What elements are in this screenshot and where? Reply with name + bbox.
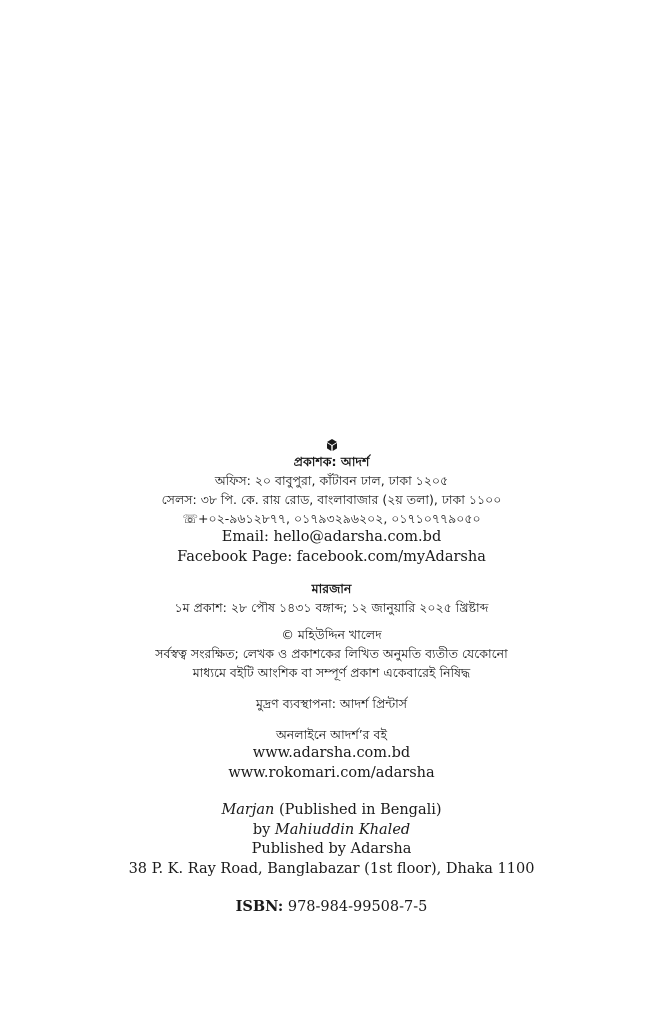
copyright-line: © মহিউদ্দিন খালেদ	[281, 627, 382, 642]
publisher-logo-icon	[325, 438, 339, 452]
first-edition-line: ১ম প্রকাশ: ২৮ পৌষ ১৪৩১ বঙ্গাব্দ; ১২ জানুয়ারি ২০২৫ খ্রিষ্টাব্দ	[174, 600, 489, 615]
office-address: অফিস: ২০ বাবুপুরা, কাঁটাবন ঢাল, ঢাকা ১২০৫	[214, 473, 449, 488]
book-title-bangla: মারজান	[311, 581, 352, 596]
website-adarsha: www.adarsha.com.bd	[252, 745, 411, 761]
rights-line-1: সর্বস্বত্ব সংরক্ষিত; লেখক ও প্রকাশকের লিখিত অনুমতি ব্যতীত যেকোনো	[155, 646, 508, 661]
english-title-note: (Published in Bengali)	[274, 802, 442, 818]
author-name: Mahiuddin Khaled	[274, 821, 411, 838]
phone-numbers: ☏+০২-৯৬১২৮৭৭, ০১৭৯৩২৯৬২০২, ০১৭১০৭৭৯০৫০	[182, 511, 481, 526]
isbn-label: ISBN:	[235, 898, 284, 915]
english-address: 38 P. K. Ray Road, Banglabazar (1st floor), Dhaka 1100	[128, 860, 535, 877]
isbn-line	[0, 897, 663, 918]
printing-line: মুদ্রণ ব্যবস্থাপনা: আদর্শ প্রিন্টার্স	[255, 696, 408, 711]
imprint-block	[0, 438, 663, 918]
sales-address: সেলস: ৩৮ পি. কে. রায় রোড, বাংলাবাজার (২য় তলা), ঢাকা ১১০০	[161, 492, 502, 507]
isbn-value: 978-984-99508-7-5	[283, 899, 428, 915]
online-heading: অনলাইনে আদর্শ’র বই	[275, 727, 387, 742]
website-rokomari: www.rokomari.com/adarsha	[228, 764, 435, 781]
english-title: Marjan	[221, 802, 275, 818]
rights-line-2: মাধ্যমে বইটি আংশিক বা সম্পূর্ণ প্রকাশ একেবারেই নিষিদ্ধ	[192, 665, 471, 680]
author-by: by	[252, 821, 275, 838]
email-line: Email: hello@adarsha.com.bd	[221, 529, 442, 545]
facebook-line: Facebook Page: facebook.com/myAdarsha	[177, 548, 486, 565]
english-title-line	[0, 801, 663, 821]
published-by-line: Published by Adarsha	[251, 841, 412, 857]
author-line	[0, 821, 663, 841]
publisher-label: প্রকাশক: আদর্শ	[293, 454, 370, 469]
